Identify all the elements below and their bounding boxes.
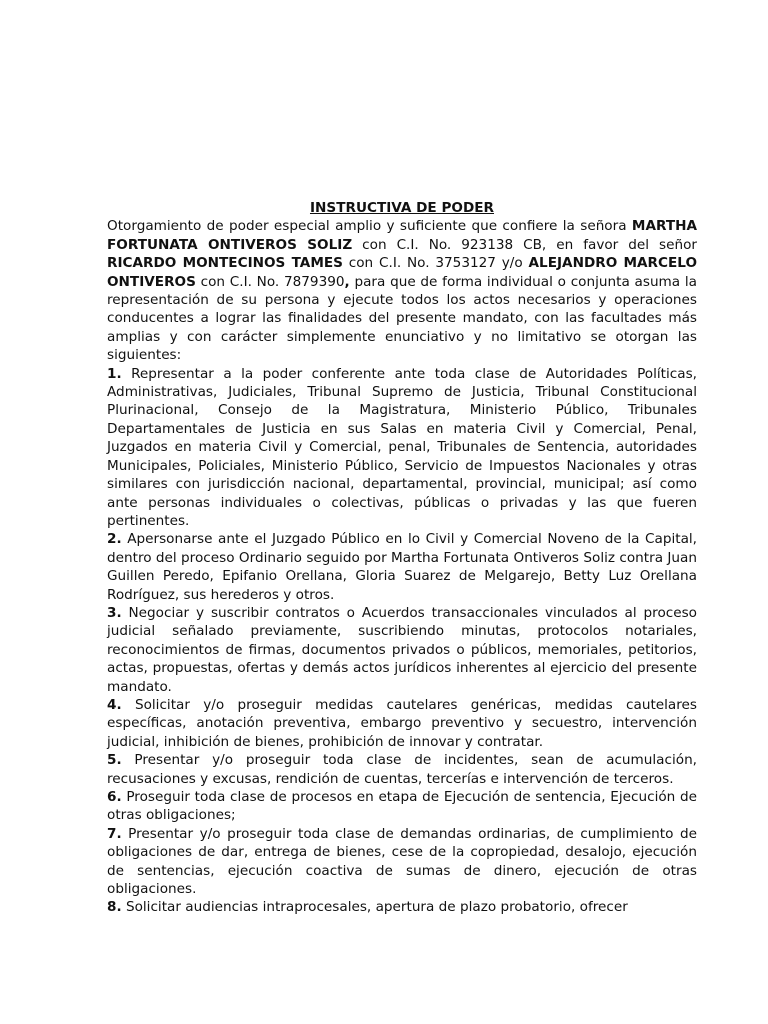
clause-text: Presentar y/o proseguir toda clase de incidentes, sean de acumulación, recusaciones y excusas, rendición de cuentas, tercerías e intervención de terceros. xyxy=(107,752,697,787)
clause-text: Proseguir toda clase de procesos en etapa de Ejecución de sentencia, Ejecución de otras obligaciones; xyxy=(107,789,697,824)
intro-paragraph xyxy=(107,217,697,364)
clause-text: Solicitar y/o proseguir medidas cautelares genéricas, medidas cautelares específicas, anotación preventiva, embargo preventivo y secuestro, intervención judicial, inhibición de bienes, prohibición de innovar y contratar. xyxy=(107,696,697,750)
clause-7 xyxy=(107,825,697,899)
clause-number: 2. xyxy=(107,531,122,548)
clause-2 xyxy=(107,530,697,604)
clause-text: Negociar y suscribir contratos o Acuerdos transaccionales vinculados al proceso judicial señalado previamente, suscribiendo minutas, protocolos notariales, reconocimientos de firmas, documentos privados o públicos, memoriales, petitorios, actas, propuestas, ofertas y demás actos jurídicos inherentes al ejercicio del presente mandato. xyxy=(107,604,697,695)
clause-number: 7. xyxy=(107,825,122,842)
intro-text-1: Otorgamiento de poder especial amplio y suficiente que confiere la señora xyxy=(107,218,632,235)
clause-8 xyxy=(107,898,697,916)
clause-text: Apersonarse ante el Juzgado Público en lo Civil y Comercial Noveno de la Capital, dentro del proceso Ordinario seguido por Martha Fortunata Ontiveros Soliz contra Juan Guillen Peredo, Epifanio Orellana, Gloria Suarez de Melgarejo, Betty Luz Orellana Rodríguez, sus herederos y otros. xyxy=(107,531,697,603)
clause-4 xyxy=(107,696,697,751)
clause-1 xyxy=(107,365,697,531)
intro-text-4: con C.I. No. 7879390 xyxy=(195,273,345,290)
document-title: INSTRUCTIVA DE PODER xyxy=(309,200,495,216)
intro-text-2: con C.I. No. 923138 CB, en favor del señor xyxy=(352,236,697,253)
clause-number: 5. xyxy=(107,752,122,769)
intro-text-5: para que de forma individual o conjunta asuma la representación de su persona y ejecute todos los actos necesarios y operaciones conducentes a lograr las finalidades del presente mandato, con las facultades más amplias y con carácter simplemente enunciativo y no limitativo se otorgan las siguientes: xyxy=(107,273,697,364)
clause-number: 3. xyxy=(107,604,122,621)
clause-6 xyxy=(107,788,697,825)
clause-text: Representar a la poder conferente ante toda clase de Autoridades Políticas, Administrativas, Judiciales, Tribunal Supremo de Justicia, Tribunal Constitucional Plurinacional, Consejo de la Magistratura, Ministerio Público, Tribunales Departamentales de Justicia en sus Salas en materia Civil y Comercial, Penal, Juzgados en materia Civil y Comercial, penal, Tribunales de Sentencia, autoridades Municipales, Policiales, Ministerio Público, Servicio de Impuestos Nacionales y otras similares con jurisdicción nacional, departamental, provincial, municipal; así como ante personas individuales o colectivas, públicas o privadas y las que fueren pertinentes. xyxy=(107,365,697,529)
intro-comma: , xyxy=(344,273,350,290)
attorney-name-1: RICARDO MONTECINOS TAMES xyxy=(107,255,343,272)
document-body xyxy=(107,199,697,917)
clause-number: 8. xyxy=(107,899,122,916)
clause-text: Solicitar audiencias intraprocesales, apertura de plazo probatorio, ofrecer xyxy=(121,899,628,916)
clause-3 xyxy=(107,604,697,696)
attorney-name-2: ALEJANDRO MARCELO ONTIVEROS xyxy=(107,255,697,290)
clause-number: 1. xyxy=(107,365,122,382)
clause-5 xyxy=(107,751,697,788)
clause-text: Presentar y/o proseguir toda clase de demandas ordinarias, de cumplimiento de obligaciones de dar, entrega de bienes, cese de la copropiedad, desalojo, ejecución de sentencias, ejecución coactiva de sumas de dinero, ejecución de otras obligaciones. xyxy=(107,825,697,898)
clause-number: 4. xyxy=(107,696,122,713)
intro-text-3: con C.I. No. 3753127 y/o xyxy=(342,255,529,272)
grantor-name: MARTHA FORTUNATA ONTIVEROS SOLIZ xyxy=(107,218,697,253)
clause-number: 6. xyxy=(107,789,122,805)
